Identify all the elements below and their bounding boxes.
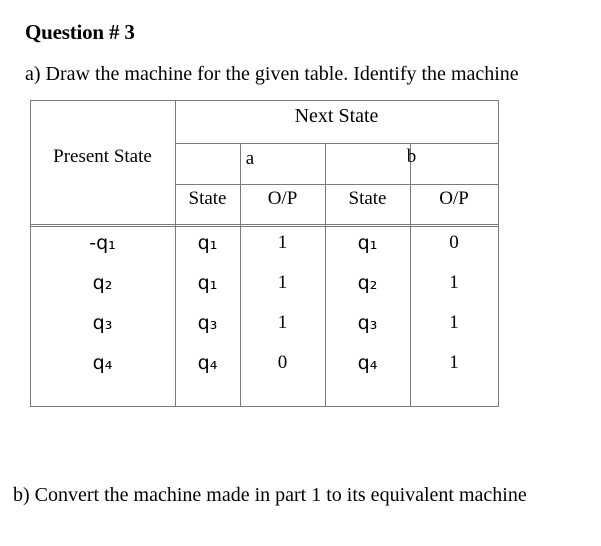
transition-table — [30, 100, 499, 407]
a-output-cell: 1 — [277, 272, 288, 293]
b-next-state-cell: q₄ — [357, 352, 378, 374]
a-next-state-cell: q₁ — [197, 272, 218, 294]
input-b-header: b — [406, 146, 417, 167]
a-output-cell: 0 — [277, 352, 288, 373]
input-a-header: a — [245, 148, 255, 169]
present-state-header: Present State — [53, 146, 152, 167]
table-rule-next-state — [175, 143, 499, 144]
b-output-cell: 1 — [449, 272, 459, 293]
a-state-col-header: State — [188, 188, 227, 209]
b-state-col-header: State — [348, 188, 387, 209]
question-heading: Question # 3 — [25, 20, 135, 44]
b-next-state-cell: q₂ — [357, 272, 378, 294]
table-border-right — [498, 100, 499, 407]
present-state-cell: q₄ — [92, 352, 113, 374]
b-next-state-cell: q₁ — [357, 232, 378, 254]
a-output-cell: 1 — [277, 312, 288, 333]
table-border-bottom — [30, 406, 499, 407]
a-next-state-cell: q₁ — [197, 232, 218, 254]
a-output-col-header: O/P — [267, 188, 298, 209]
next-state-header: Next State — [294, 105, 379, 127]
a-output-cell: 1 — [277, 232, 288, 253]
b-output-cell: 1 — [449, 352, 459, 373]
b-next-state-cell: q₃ — [357, 312, 378, 334]
a-next-state-cell: q₄ — [197, 352, 218, 374]
table-rule-inputs — [175, 184, 499, 185]
part-a-text: a) Draw the machine for the given table. Identify the machine — [25, 63, 519, 85]
b-output-col-header: O/P — [439, 188, 469, 209]
part-b-text: b) Convert the machine made in part 1 to its equivalent machine — [13, 484, 527, 506]
table-border-top — [30, 100, 499, 101]
b-output-cell: 1 — [449, 312, 459, 333]
b-output-cell: 0 — [449, 232, 459, 253]
present-state-cell: q₂ — [92, 272, 113, 294]
a-next-state-cell: q₃ — [197, 312, 218, 334]
present-state-cell: q₃ — [92, 312, 113, 334]
table-rule-header — [30, 224, 499, 227]
present-state-cell: -q₁ — [89, 232, 116, 254]
